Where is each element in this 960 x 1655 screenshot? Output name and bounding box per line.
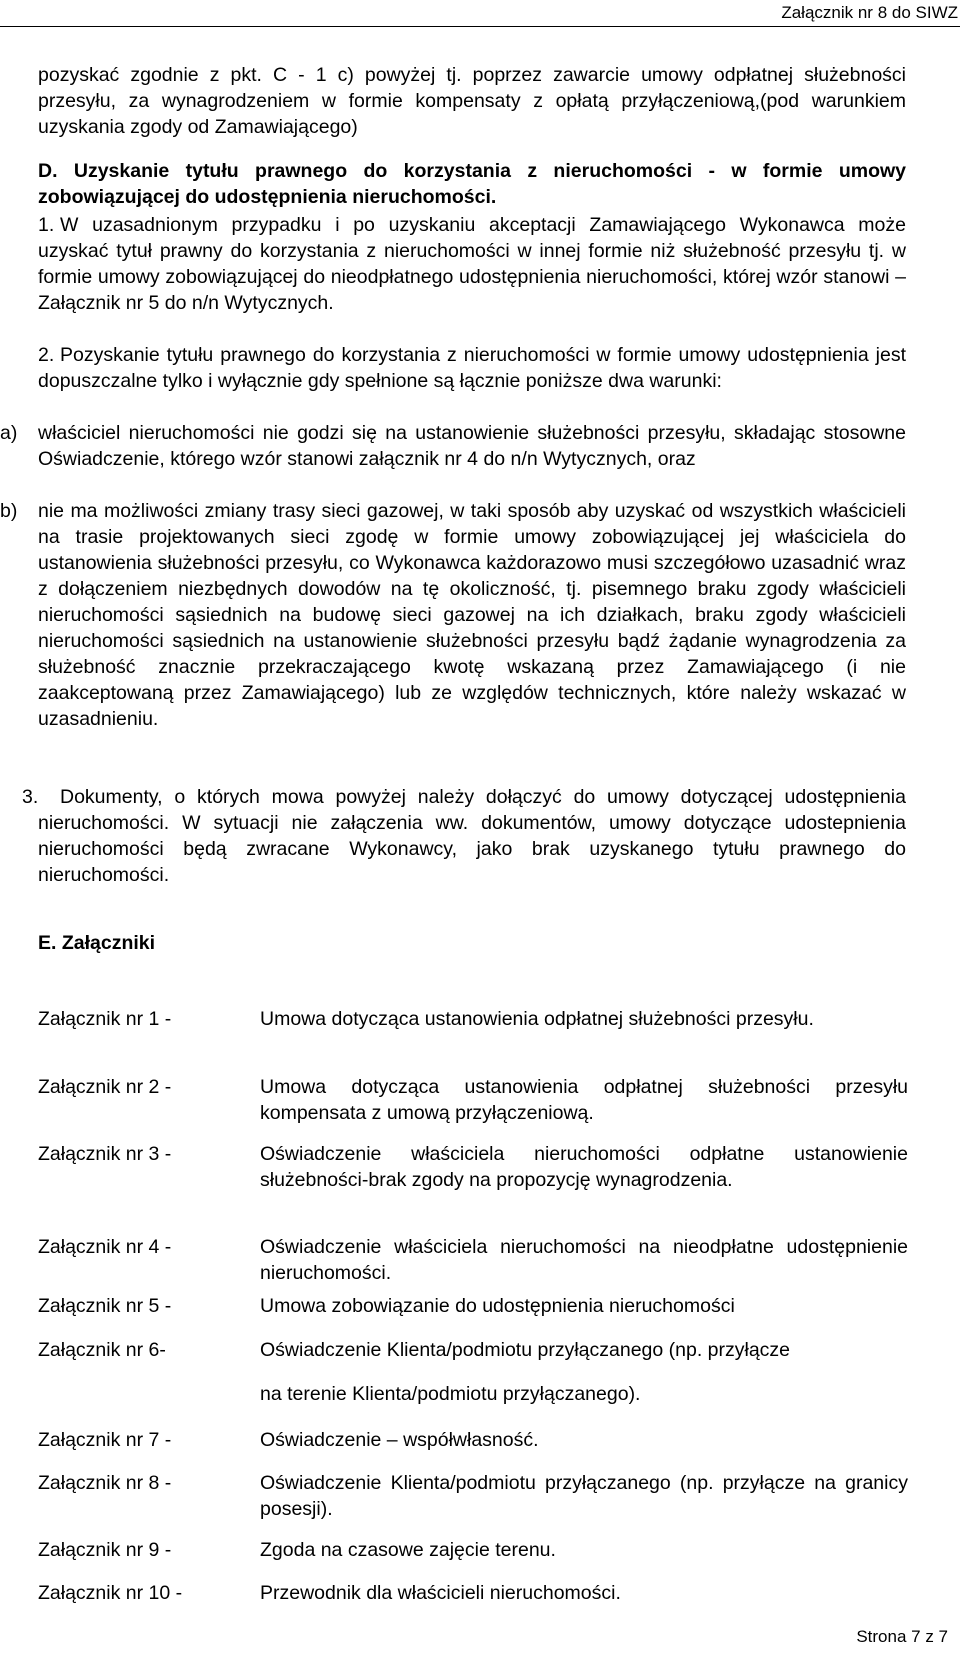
attachment-description-continued: na terenie Klienta/podmiotu przyłączanego). (260, 1383, 641, 1405)
attachment-label: Załącznik nr 4 - (38, 1236, 172, 1258)
attachment-label: Załącznik nr 10 - (38, 1582, 183, 1604)
list-number: b) (0, 500, 18, 522)
attachment-label: Załącznik nr 2 - (38, 1076, 172, 1098)
attachment-description: Oświadczenie – współwłasność. (260, 1429, 539, 1451)
attachment-description: Umowa dotycząca ustanowienia odpłatnej służebności przesyłu kompensata z umową przyłączeniową. (260, 1076, 908, 1124)
list-item (0, 498, 906, 732)
attachment-label: Załącznik nr 5 - (38, 1295, 172, 1317)
list-item (0, 420, 906, 472)
attachment-label: Załącznik nr 8 - (38, 1472, 172, 1494)
list-number: 2. (38, 344, 55, 366)
attachment-description: Umowa dotycząca ustanowienia odpłatnej służebności przesyłu. (260, 1008, 814, 1030)
list-text: nie ma możliwości zmiany trasy sieci gazowej, w taki sposób aby uzyskać od wszystkich właścicieli na trasie projektowanych sieci zgodę w formie umowy zobowiązującej jej właściciela do ustanowienia służebności przesyłu, co Wykonawca każdorazowo musi szczegółowo uzasadnić wraz z dołączeniem niezbędnych dowodów na tę okoliczność, tj. pisemnego braku zgody właścicieli nieruchomości sąsiednich na budowę sieci gazowej na ich działkach, braku zgody właścicieli nieruchomości sąsiednich na ustanowienie służebności przesyłu bądź żądanie wynagrodzenia za służebność znacznie przekraczającego kwotę wskazaną przez Zamawiającego (i nie zaakceptowaną przez Zamawiającego) lub ze względów technicznych, które należy wskazać w uzasadnieniu. (38, 500, 906, 730)
document-body (0, 62, 906, 954)
attachment-label: Załącznik nr 9 - (38, 1539, 172, 1561)
attachment-description: Oświadczenie Klienta/podmiotu przyłączanego (np. przyłącze (260, 1339, 791, 1361)
attachment-description: Oświadczenie właściciela nieruchomości odpłatne ustanowienie służebności-brak zgody na propozycję wynagrodzenia. (260, 1143, 908, 1191)
list-number: a) (0, 422, 18, 444)
header-title: Załącznik nr 8 do SIWZ (781, 3, 958, 22)
list-item (22, 784, 906, 888)
attachment-label: Załącznik nr 1 - (38, 1008, 172, 1030)
attachment-description: Zgoda na czasowe zajęcie terenu. (260, 1539, 556, 1561)
list-number: 1. (38, 214, 55, 236)
section-e-heading: E. Załączniki (38, 932, 156, 954)
attachment-description: Przewodnik dla właścicieli nieruchomości. (260, 1582, 621, 1604)
list-text: właściciel nieruchomości nie godzi się na ustanowienie służebności przesyłu, składając stosowne Oświadczenie, którego wzór stanowi załącznik nr 4 do n/n Wytycznych, oraz (38, 422, 906, 470)
list-item (38, 212, 906, 316)
list-text: Pozyskanie tytułu prawnego do korzystania z nieruchomości w formie umowy udostępnienia jest dopuszczalne tylko i wyłącznie gdy spełnione są łącznie poniższe dwa warunki: (38, 344, 906, 392)
list-item (38, 342, 906, 394)
page-header (0, 2, 960, 27)
attachment-label: Załącznik nr 7 - (38, 1429, 172, 1451)
attachment-label: Załącznik nr 6- (38, 1339, 166, 1361)
attachment-description: Oświadczenie właściciela nieruchomości na nieodpłatne udostępnienie nieruchomości. (260, 1236, 908, 1284)
list-number: 3. (22, 786, 39, 808)
list-text: W uzasadnionym przypadku i po uzyskaniu akceptacji Zamawiającego Wykonawca może uzyskać tytuł prawny do korzystania z nieruchomości w innej formie niż służebność przesyłu tj. w formie umowy zobowiązującej do nieodpłatnego udostępnienia nieruchomości, której wzór stanowi – Załącznik nr 5 do n/n Wytycznych. (38, 214, 906, 314)
list-text: Dokumenty, o których mowa powyżej należy dołączyć do umowy dotyczącej udostępnienia nieruchomości. W sytuacji nie załączenia ww. dokumentów, umowy dotyczące udostepnienia nieruchomości będą zwracane Wykonawcy, jako brak uzyskanego tytułu prawnego do nieruchomości. (38, 786, 906, 886)
intro-paragraph: pozyskać zgodnie z pkt. C - 1 c) powyżej tj. poprzez zawarcie umowy odpłatnej służebności przesyłu, za wynagrodzeniem w formie kompensaty z opłatą przyłączeniową,(pod warunkiem uzyskania zgody od Zamawiającego) (38, 64, 906, 138)
attachment-label: Załącznik nr 3 - (38, 1143, 172, 1165)
section-d-heading: D. Uzyskanie tytułu prawnego do korzystania z nieruchomości - w formie umowy zobowiązującej do udostępnienia nieruchomości. (38, 160, 906, 208)
attachment-description: Umowa zobowiązanie do udostępnienia nieruchomości (260, 1295, 735, 1317)
page-number: Strona 7 z 7 (856, 1627, 948, 1646)
attachment-description: Oświadczenie Klienta/podmiotu przyłączanego (np. przyłącze na granicy posesji). (260, 1472, 908, 1520)
